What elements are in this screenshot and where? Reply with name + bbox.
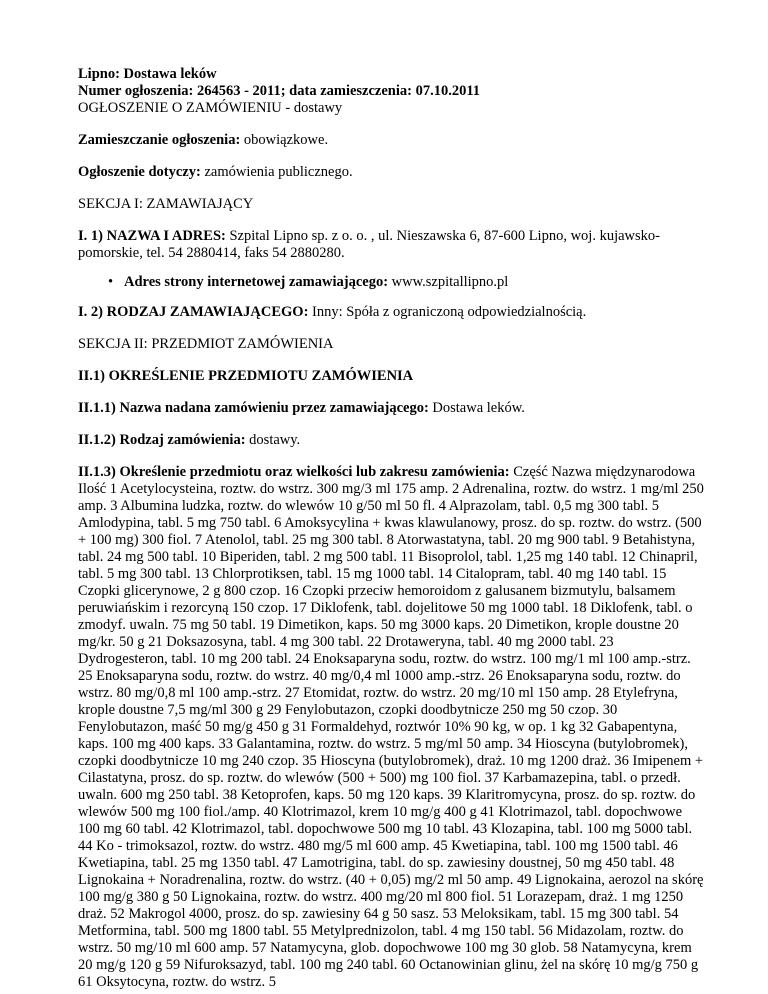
document-header xyxy=(78,66,706,117)
concerns-line xyxy=(78,164,706,181)
website-item xyxy=(124,274,706,291)
contracting-type xyxy=(78,304,706,321)
contracting-name-address xyxy=(78,228,706,262)
obligation-label: Zamieszczanie ogłoszenia: xyxy=(78,132,241,148)
order-kind-value: dostawy. xyxy=(249,432,301,448)
concerns-label: Ogłoszenie dotyczy: xyxy=(78,164,201,180)
contracting-type-label: I. 2) RODZAJ ZAMAWIAJĄCEGO: xyxy=(78,304,309,320)
order-scope xyxy=(78,464,706,991)
name-address-value: Szpital Lipno sp. z o. o. , ul. Nieszawska 6, 87-600 Lipno, woj. kujawsko-pomorskie, tel. 54 2880414, faks 54 2880280. xyxy=(78,228,660,261)
obligation-value: obowiązkowe. xyxy=(243,132,329,148)
order-kind xyxy=(78,432,706,449)
contracting-type-value: Inny: Spóła z ograniczoną odpowiedzialnością. xyxy=(312,304,587,320)
section1-title: SEKCJA I: ZAMAWIAJĄCY xyxy=(78,196,254,212)
notice-title: Lipno: Dostawa leków xyxy=(78,66,217,82)
concerns-value: zamówienia publicznego. xyxy=(204,164,353,180)
notice-type: OGŁOSZENIE O ZAMÓWIENIU - dostawy xyxy=(78,100,343,116)
notice-number: Numer ogłoszenia: 264563 - 2011; data zamieszczenia: 07.10.2011 xyxy=(78,83,481,99)
order-name-value: Dostawa leków. xyxy=(432,400,525,416)
order-scope-value: Część Nazwa międzynarodowa Ilość 1 Acetylocysteina, roztw. do wstrz. 300 mg/3 ml 175 amp. 2 Adrenalina, roztw. do wstrz. 1 mg/ml 250 amp. 3 Albumina ludzka, roztw. do wlewów 10 g/50 ml 50 fl. 4 Alprazolam, tabl. 0,5 mg 300 tabl. 5 Amlodypina, tabl. 5 mg 750 tabl. 6 Amoksycylina + kwas klawulanowy, prosz. do sp. roztw. do wstrz. (500 + 100 mg) 300 fiol. 7 Atenolol, tabl. 25 mg 300 tabl. 8 Atorwastatyna, tabl. 20 mg 900 tabl. 9 Betahistyna, tabl. 24 mg 500 tabl. 10 Biperiden, tabl. 2 mg 500 tabl. 11 Bisoprolol, tabl. 1,25 mg 140 tabl. 12 Chinapril, tabl. 5 mg 300 tabl. 13 Chlorprotiksen, tabl. 15 mg 1000 tabl. 14 Citalopram, tabl. 40 mg 140 tabl. 15 Czopki glicerynowe, 2 g 800 czop. 16 Czopki przeciw hemoroidom z galusanem bizmutylu, balsamem peruwiańskim i rezorcyną 150 czop. 17 Diklofenk, tabl. dojelitowe 50 mg 1000 tabl. 18 Diklofenk, tabl. o zmodyf. uwaln. 75 mg 50 tabl. 19 Dimetikon, kaps. 50 mg 3000 kaps. 20 Dimetikon, krople doustne 20 mg/kr. 50 g 21 Doksazosyna, tabl. 4 mg 300 tabl. 22 Drotaweryna, tabl. 40 mg 2000 tabl. 23 Dydrogesteron, tabl. 10 mg 200 tabl. 24 Enoksaparyna sodu, roztw. do wstrz. 100 mg/1 ml 100 amp.-strz. 25 Enoksaparyna sodu, roztw. do wstrz. 40 mg/0,4 ml 1000 amp.-strz. 26 Enoksaparyna sodu, roztw. do wstrz. 80 mg/0,8 ml 100 amp.-strz. 27 Etomidat, roztw. do wstrz. 20 mg/10 ml 150 amp. 28 Etylefryna, krople doustne 7,5 mg/ml 300 g 29 Fenylobutazon, czopki doodbytnicze 250 mg 50 czop. 30 Fenylobutazon, maść 50 mg/g 450 g 31 Formaldehyd, roztwór 10% 90 kg, w op. 1 kg 32 Gabapentyna, kaps. 100 mg 400 kaps. 33 Galantamina, roztw. do wstrz. 5 mg/ml 50 amp. 34 Hioscyna (butylobromek), czopki doodbytnicze 10 mg 240 czop. 35 Hioscyna (butylobromek), draż. 10 mg 1200 draż. 36 Imipenem + Cilastatyna, prosz. do sp. roztw. do wlewów (500 + 500) mg 100 fiol. 37 Karbamazepina, tabl. o przedł. uwaln. 600 mg 250 tabl. 38 Ketoprofen, kaps. 50 mg 120 kaps. 39 Klaritromycyna, prosz. do sp. roztw. do wlewów 500 mg 100 fiol./amp. 40 Klotrimazol, krem 10 mg/g 400 g 41 Klotrimazol, tabl. dopochwowe 100 mg 60 tabl. 42 Klotrimazol, tabl. dopochwowe 500 mg 10 tabl. 43 Klozapina, tabl. 100 mg 5000 tabl. 44 Ko - trimoksazol, roztw. do wstrz. 480 mg/5 ml 600 amp. 45 Kwetiapina, tabl. 100 mg 1500 tabl. 46 Kwetiapina, tabl. 25 mg 1350 tabl. 47 Lamotrigina, tabl. do sp. zawiesiny doustnej, 50 mg 450 tabl. 48 Lignokaina + Noradrenalina, roztw. do wstrz. (40 + 0,05) mg/2 ml 50 amp. 49 Lignokaina, aerozol na skórę 100 mg/g 380 g 50 Lignokaina, roztw. do wstrz. 400 mg/20 ml 800 fiol. 51 Lorazepam, draż. 1 mg 1250 draż. 52 Makrogol 4000, prosz. do sp. zawiesiny 64 g 50 sasz. 53 Meloksikam, tabl. 15 mg 300 tabl. 54 Metformina, tabl. 500 mg 1800 tabl. 55 Metylprednizolon, tabl. 4 mg 150 tabl. 56 Midazolam, roztw. do wstrz. 50 mg/10 ml 600 amp. 57 Natamycyna, glob. dopochwowe 100 mg 30 glob. 58 Natamycyna, krem 20 mg/g 120 g 59 Nifuroksazyd, tabl. 100 mg 240 tabl. 60 Octanowinian glinu, żel na skórę 10 mg/g 750 g 61 Oksytocyna, roztw. do wstrz. 5 xyxy=(78,464,704,990)
order-scope-label: II.1.3) Określenie przedmiotu oraz wielkości lub zakresu zamówienia: xyxy=(78,464,510,480)
subject-heading xyxy=(78,368,706,385)
website-list xyxy=(78,274,706,291)
order-name-label: II.1.1) Nazwa nadana zamówieniu przez zamawiającego: xyxy=(78,400,429,416)
order-kind-label: II.1.2) Rodzaj zamówienia: xyxy=(78,432,246,448)
obligation-line xyxy=(78,132,706,149)
name-address-label: I. 1) NAZWA I ADRES: xyxy=(78,228,226,244)
website-link[interactable]: www.szpitallipno.pl xyxy=(391,274,509,290)
section2-title: SEKCJA II: PRZEDMIOT ZAMÓWIENIA xyxy=(78,336,334,352)
subject-heading-text: II.1) OKREŚLENIE PRZEDMIOTU ZAMÓWIENIA xyxy=(78,368,414,384)
order-name xyxy=(78,400,706,417)
website-label: Adres strony internetowej zamawiającego: xyxy=(124,274,389,290)
